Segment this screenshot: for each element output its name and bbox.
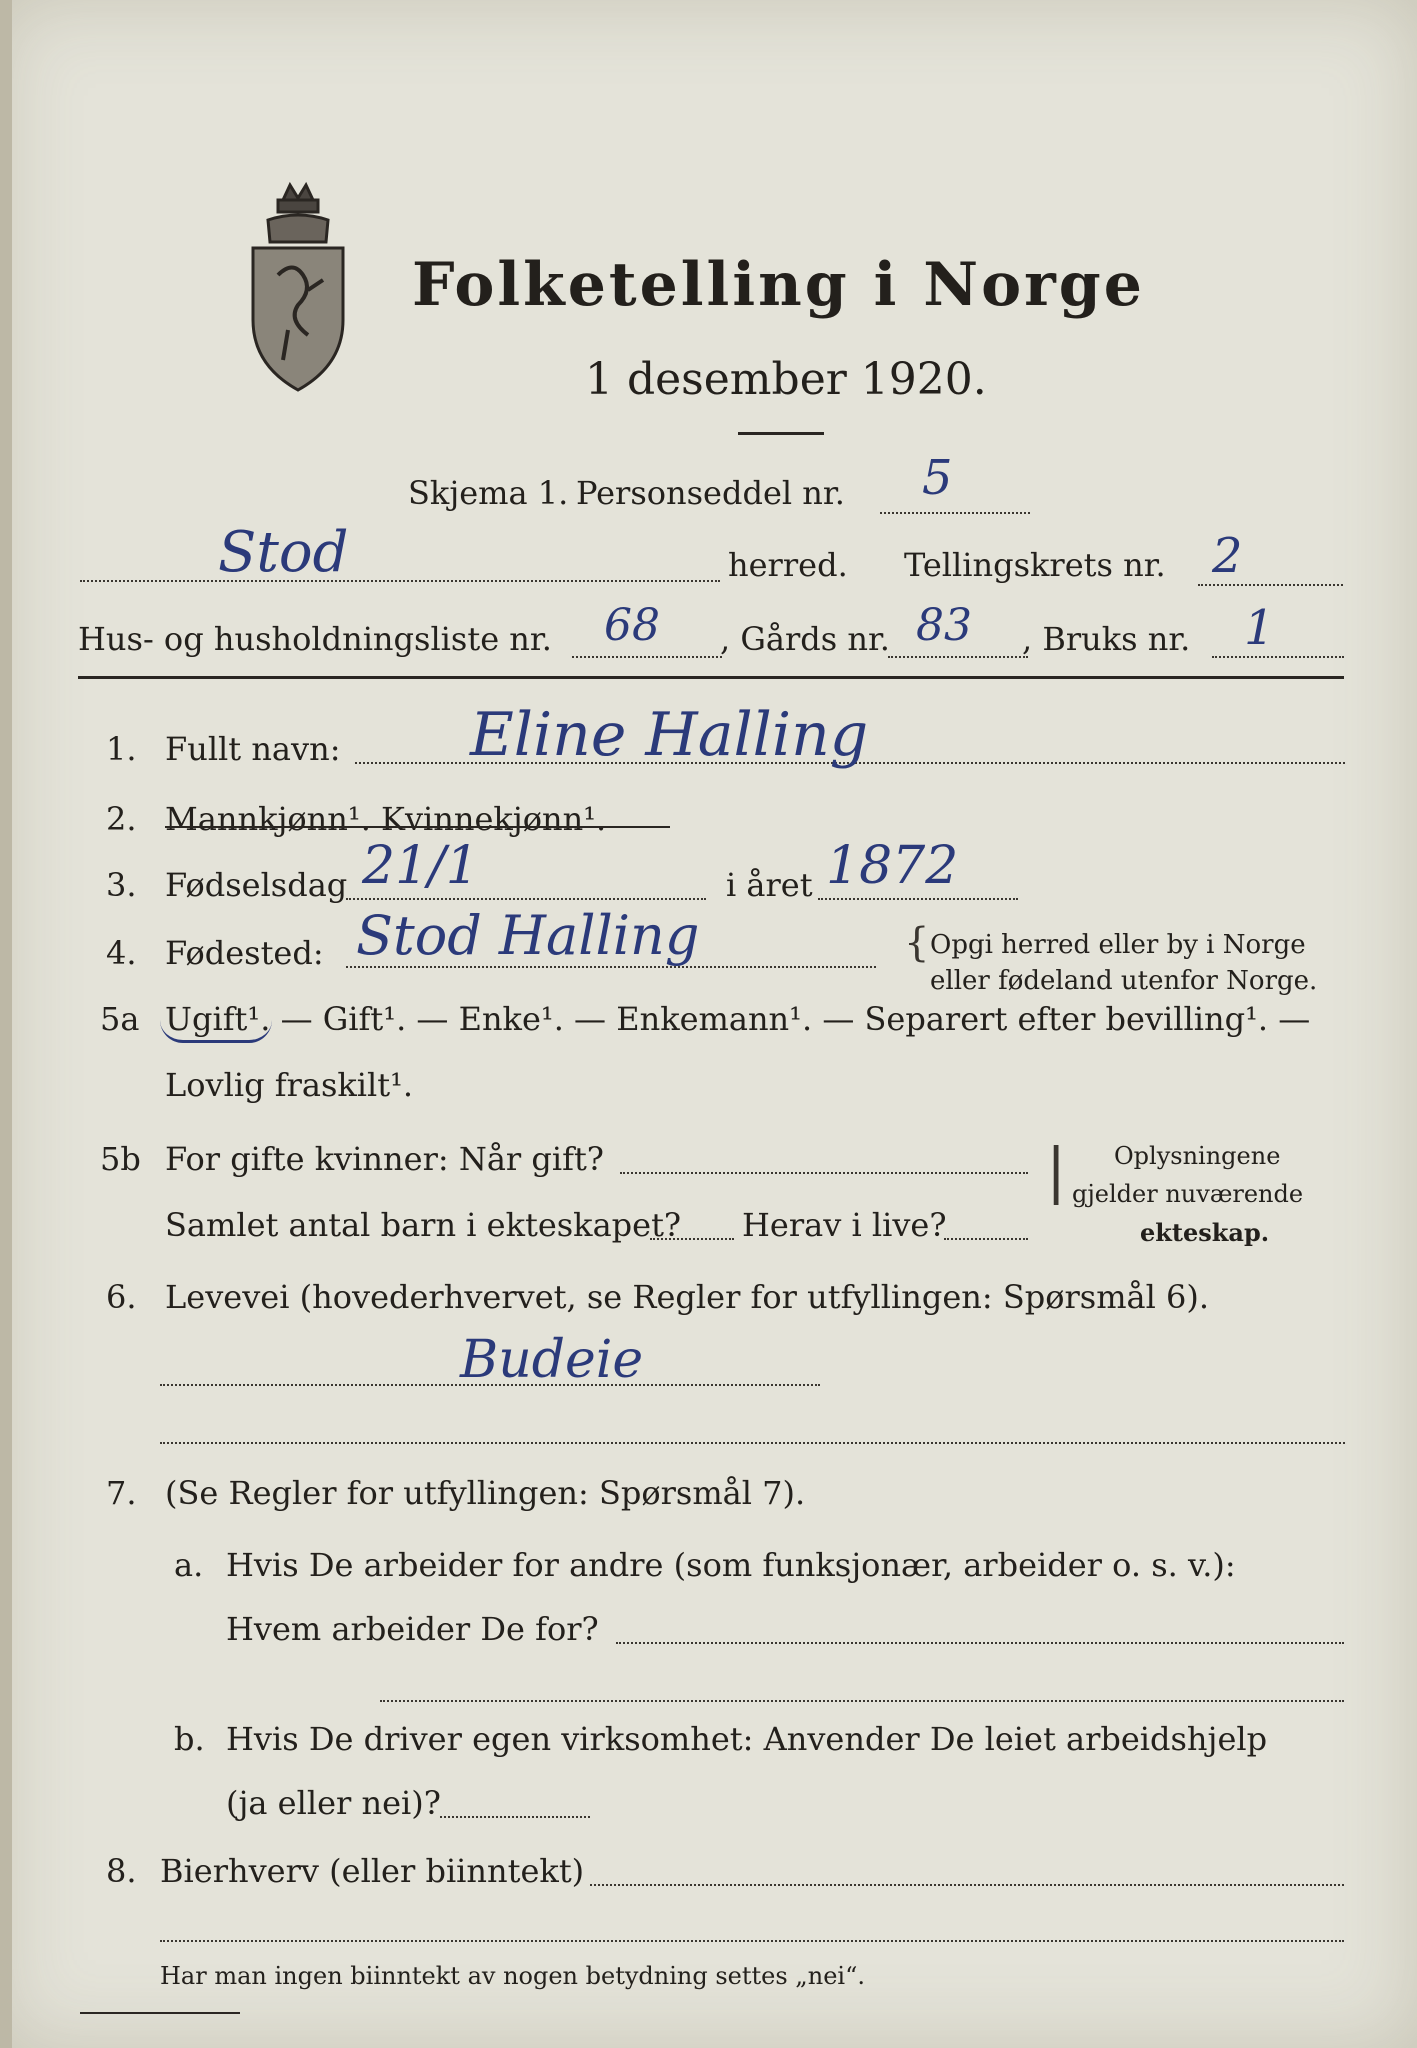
- husliste-label: Hus- og husholdningsliste nr.: [78, 620, 552, 658]
- form-title: Folketelling i Norge: [412, 250, 1145, 320]
- marital-status-options[interactable]: Ugift¹. — Gift¹. — Enke¹. — Enkemann¹. — Separert efter bevilling¹. —: [165, 1000, 1311, 1038]
- census-date: 1 desember 1920.: [585, 354, 987, 405]
- q7-number: 7.: [106, 1474, 137, 1512]
- q5b-note-line1: Oplysningene: [1114, 1142, 1281, 1170]
- personseddel-value[interactable]: 5: [922, 450, 953, 506]
- q1-number: 1.: [106, 730, 137, 768]
- gards-label: , Gårds nr.: [720, 620, 890, 658]
- q7b-line1: Hvis De driver egen virksomhet: Anvender De leiet arbeidshjelp: [226, 1720, 1268, 1758]
- schema-label: Skjema 1.: [408, 474, 569, 512]
- q8-label: Bierhverv (eller biinntekt): [160, 1852, 585, 1890]
- q6-number: 6.: [106, 1278, 137, 1316]
- q7a-line2: Hvem arbeider De for?: [226, 1610, 599, 1648]
- gards-value[interactable]: 83: [916, 600, 972, 651]
- q6-label: Levevei (hovederhvervet, se Regler for utfyllingen: Spørsmål 6).: [165, 1278, 1210, 1316]
- q4-note-line2: eller fødeland utenfor Norge.: [930, 966, 1318, 996]
- birthplace-value[interactable]: Stod Halling: [356, 904, 700, 967]
- footer-note: Har man ingen biinntekt av nogen betydning settes „nei“.: [160, 1962, 865, 1990]
- q7a-letter: a.: [174, 1546, 204, 1584]
- title-underline: [738, 432, 824, 435]
- section-divider: [78, 676, 1344, 679]
- q7a-line1: Hvis De arbeider for andre (som funksjonær, arbeider o. s. v.):: [226, 1546, 1236, 1584]
- q4-note-bracket: {: [904, 920, 930, 966]
- herred-value[interactable]: Stod: [218, 520, 349, 585]
- ugift-underline-mark: [160, 1020, 272, 1043]
- page-edge: [0, 0, 12, 2048]
- q5b-line1-label: For gifte kvinner: Når gift?: [165, 1140, 604, 1178]
- q2-number: 2.: [106, 800, 137, 838]
- q5a-number: 5a: [100, 1000, 140, 1038]
- bruks-value[interactable]: 1: [1244, 600, 1275, 656]
- gender-strike-mark: [165, 826, 670, 828]
- marital-status-options-cont[interactable]: Lovlig fraskilt¹.: [165, 1066, 414, 1104]
- q1-label: Fullt navn:: [165, 730, 341, 768]
- q4-number: 4.: [106, 934, 137, 972]
- q5b-note-line3: ekteskap.: [1140, 1218, 1270, 1247]
- footnote-rule: [80, 2012, 240, 2014]
- q5b-note-bracket: |: [1046, 1136, 1067, 1206]
- gender-options[interactable]: Mannkjønn¹. Kvinnekjønn¹.: [165, 800, 607, 838]
- q7-label: (Se Regler for utfyllingen: Spørsmål 7).: [165, 1474, 806, 1512]
- q5b-note-line2: gjelder nuværende: [1072, 1180, 1304, 1208]
- q7b-letter: b.: [174, 1720, 205, 1758]
- birth-year-value[interactable]: 1872: [826, 836, 959, 896]
- q3-number: 3.: [106, 866, 137, 904]
- herred-label: herred.: [728, 546, 848, 584]
- q7b-line2: (ja eller nei)?: [226, 1784, 441, 1822]
- q5b-line2-label: Samlet antal barn i ekteskapet?: [165, 1206, 682, 1244]
- tellingskrets-value[interactable]: 2: [1212, 528, 1243, 584]
- q4-note-line1: Opgi herred eller by i Norge: [930, 930, 1306, 960]
- bruks-label: , Bruks nr.: [1022, 620, 1191, 658]
- husliste-value[interactable]: 68: [604, 600, 660, 651]
- q5b-line2-b-label: Herav i live?: [742, 1206, 947, 1244]
- full-name-value[interactable]: Eline Halling: [470, 700, 869, 770]
- coat-of-arms-icon: [238, 180, 358, 395]
- q3-label: Fødselsdag: [165, 866, 348, 904]
- q4-label: Fødested:: [165, 934, 324, 972]
- occupation-value[interactable]: Budeie: [460, 1330, 644, 1390]
- personseddel-label: Personseddel nr.: [576, 474, 845, 512]
- q5b-number: 5b: [100, 1140, 141, 1178]
- tellingskrets-label: Tellingskrets nr.: [904, 546, 1166, 584]
- q3-year-label: i året: [726, 866, 813, 904]
- birthday-value[interactable]: 21/1: [362, 836, 479, 896]
- q8-number: 8.: [106, 1852, 137, 1890]
